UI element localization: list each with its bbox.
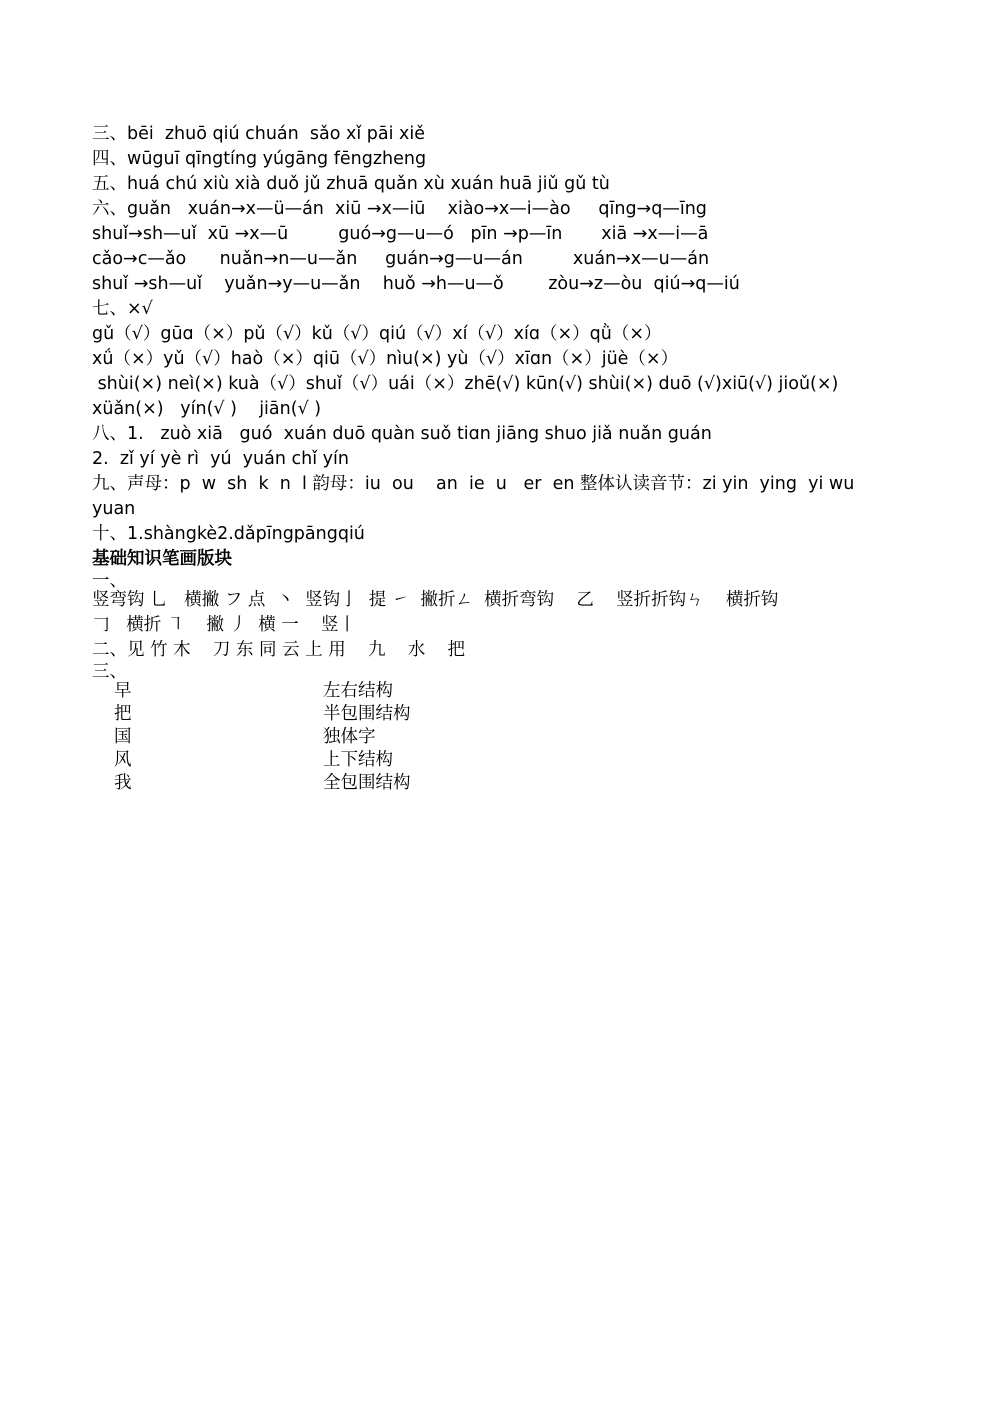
answer-line-7e: xüǎn(×) yín(√ ) jiān(√ ) (92, 399, 322, 419)
structure-char: 早 (114, 681, 132, 701)
structure-row (92, 726, 912, 749)
structure-row (92, 772, 912, 795)
answer-line-7b: gǔ（√）gūɑ（×）pǔ（√）kǔ（√）qiú（√）xí（√）xíɑ（×）qǜ（×） (92, 324, 662, 344)
answer-line-7c: xǘ（×）yǔ（√）haò（×）qiū（√）nìu(×) yù（√）xīɑn（×）jüè（×） (92, 349, 679, 369)
answer-line-3: 三、bēi zhuō qiú chuán sǎo xǐ pāi xiě (92, 124, 426, 144)
answer-line-5: 五、huá chú xiù xià duǒ jǔ zhuā quǎn xù xuán huā jiǔ gǔ tù (92, 174, 610, 194)
answer-line-7d: shùi(×) neì(×) kuà（√）shuǐ（√）uái（×）zhē(√) kūn(√) shùi(×) duō (√)xiū(√) jioǔ(×) (92, 374, 839, 394)
structure-row (92, 703, 912, 726)
structure-part-label: 三、 (92, 662, 127, 682)
answer-line-6: 六、guǎn xuán→x—ü—án xiū →x—iū xiào→x—i—ào qīng→q—īng (92, 199, 707, 219)
answer-line-6d: shuǐ →sh—uǐ yuǎn→y—u—ǎn huǒ →h—u—ǒ zòu→z—òu qiú→q—iú (92, 274, 740, 294)
strokes-line-1: 竖弯钩 乚 横撇 フ 点 丶 竖钩亅 提 ㇀ 撇折ㄥ 横折弯钩 乙 竖折折钩ㄣ 横折钩 (92, 590, 779, 610)
structure-type: 半包围结构 (323, 704, 411, 724)
answer-line-4: 四、wūguī qīngtíng yúgāng fēngzheng (92, 149, 427, 169)
structure-type: 独体字 (323, 727, 376, 747)
answer-line-8b: 2. zǐ yí yè rì yú yuán chǐ yín (92, 449, 349, 469)
structure-row (92, 680, 912, 703)
structure-char: 把 (114, 704, 132, 724)
structure-char: 我 (114, 773, 132, 793)
stroke-part-label: 一、 (92, 571, 127, 591)
structure-char: 风 (114, 750, 132, 770)
strokes-line-2: 𠃌 横折 ㇕ 撇 丿 横 一 竖丨 (92, 615, 357, 635)
structure-char: 国 (114, 727, 132, 747)
structure-row (92, 749, 912, 772)
characters-line: 二、见 竹 木 刀 东 同 云 上 用 九 水 把 (92, 640, 465, 660)
structure-type: 上下结构 (323, 750, 393, 770)
answer-line-9: 九、声母：p w sh k n l 韵母：iu ou an ie u er en 整体认读音节：zi yin ying yi wu yuan (92, 474, 860, 519)
structure-type: 左右结构 (323, 681, 393, 701)
structure-table (92, 680, 912, 795)
structure-type: 全包围结构 (323, 773, 411, 793)
answer-line-8: 八、1. zuò xiā guó xuán duō quàn suǒ tiɑn jiāng shuo jiǎ nuǎn guán (92, 424, 712, 444)
answer-key-content (92, 122, 912, 795)
answer-line-7: 七、×√ (92, 299, 153, 319)
answer-line-10: 十、1.shàngkè2.dǎpīngpāngqiú (92, 524, 365, 544)
answer-line-6b: shuǐ→sh—uǐ xū →x—ū guó→g—u—ó pīn →p—īn xiā →x—i—ā (92, 224, 709, 244)
section-heading: 基础知识笔画版块 (92, 549, 232, 569)
answer-line-6c: cǎo→c—ǎo nuǎn→n—u—ǎn guán→g—u—án xuán→x—u—án (92, 249, 710, 269)
